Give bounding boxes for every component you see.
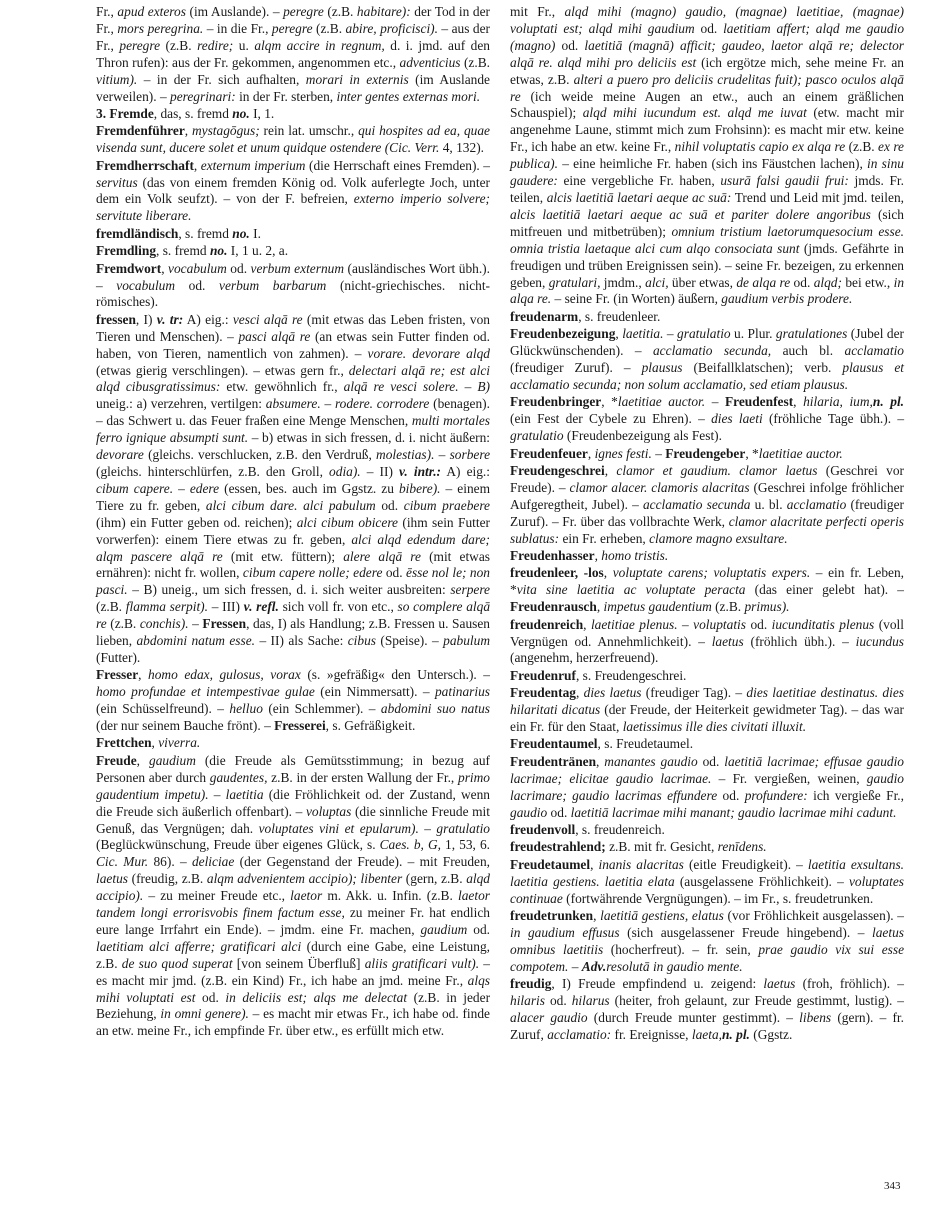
- dictionary-entry: Freudenbezeigung, laetitia. – gratulatio u. Plur. gratulationes (Jubel der Glückwünschenden). – acclamatio secunda, auch bl. acclamatio (freudiger Zuruf). – plausus (Beifallklatschen); verb. plausus et acclamatio secunda; non solum acclamatio, sed etiam plausus.: [510, 326, 904, 392]
- dictionary-entry: Freudentränen, manantes gaudio od. laetitiā lacrimae; effusae gaudio lacrimae; elicitae gaudio lacrimae. – Fr. vergießen, weinen, gaudio lacrimare; gaudio lacrimas effundere od. profundere: ich vergieße Fr., gaudio od. laetitiā lacrimae mihi manant; gaudio lacrimae mihi cadunt.: [510, 753, 904, 820]
- dictionary-entry: Freudengeschrei, clamor et gaudium. clamor laetus (Geschrei vor Freude). – clamor alacer. clamoris alacritas (Geschrei infolge fröhlicher Aufgeregtheit, Jubel). – acclamatio secunda u. bl. acclamatio (freudiger Zuruf). – Fr. über das vollbrachte Werk, clamor alacritate perfecti operis sublatus: ein Fr. erheben, clamore magno exsultare.: [510, 462, 905, 546]
- dictionary-entry: Freudenfeuer, ignes festi. – Freudengeber, *laetitiae auctor.: [510, 445, 843, 461]
- dictionary-entry: Fresser, homo edax, gulosus, vorax (s. »gefräßig« den Untersch.). – homo profundae et intempestivae gulae (ein Nimmersatt). – patinarius (ein Schüsselfreund). – helluo (ein Schlemmer). – abdomini suo natus (der nur seinem Bauche frönt). – Fresserei, s. Gefräßigkeit.: [96, 667, 491, 734]
- dictionary-entry: freudetrunken, laetitiā gestiens, elatus (vor Fröhlichkeit ausgelassen). – in gaudium effusus (sich ausgelassener Freude hingebend). – laetus omnibus laetitiis (hocherfreut). – fr. sein, prae gaudio vix sui esse compotem. – Adv.resolutā in gaudio mente.: [510, 908, 905, 974]
- dictionary-entry: Fremdenführer, mystagōgus; rein lat. umschr., qui hospites ad ea, quae visenda sunt, ducere solet et unum quidque ostendere (Cic. Verr. 4, 132).: [96, 123, 490, 156]
- dictionary-entry: Freudenbringer, *laetitiae auctor. – Freudenfest, hilaria, ium,n. pl. (ein Fest der Cybele zu Ehren). – dies laeti (fröhliche Tage übh.). – gratulatio (Freudenbezeigung als Fest).: [510, 394, 905, 444]
- dictionary-entry: freudenvoll, s. freudenreich.: [510, 822, 665, 837]
- right-column: [510, 4, 904, 1044]
- dictionary-entry: Freudenruf, s. Freudengeschrei.: [510, 667, 687, 683]
- dictionary-entry: fremdländisch, s. fremd no. I.: [96, 225, 261, 241]
- dictionary-entry: Freudentag, dies laetus (freudiger Tag). – dies laetitiae destinatus. dies hilaritati dicatus (der Freude, der Heiterkeit gewidmeter Tag). – das war ein Fr. für den Staat, laetissimus ille dies civitati illuxit.: [510, 685, 905, 735]
- left-column: [96, 4, 490, 1041]
- dictionary-entry: freudestrahlend; z.B. mit fr. Gesicht, renīdens.: [510, 839, 767, 855]
- dictionary-entry: Fremdwort, vocabulum od. verbum externum (ausländisches Wort übh.). – vocabulum od. verbum barbarum (nicht-griechisches. nicht-römisches).: [96, 260, 491, 310]
- dictionary-entry: Freude, gaudium (die Freude als Gemütsstimmung; in bezug auf Personen aber durch gaudentes, z.B. in der ersten Wallung der Fr., primo gaudentium impetu). – laetitia (die Fröhlichkeit od. der Zustand, wenn die Freude sich äußerlich offenbart). – voluptas (die sinnliche Freude mit Genuß, das Vergnügen; dah. voluptates vini et epularum). – gratulatio (Beglückwünschung, Freude über eigenes Glück, s. Caes. b, G, 1, 53, 6. Cic. Mur. 86). – deliciae (der Gegenstand der Freude). – mit Freuden, laetus (freudig, z.B. alqm advenientem accipio); libenter (gern, z.B. alqd accipio). – zu meiner Freude etc., laetor m. Akk. u. Infin. (z.B. laetor tandem longi errorisvobis finem factum esse, zu meiner Fr. hat endlich eure lange Irrfahrt ein Ende). – jmdm. eine Fr. machen, gaudium od. laetitiam alci afferre; gratificari alci (durch eine Gabe, eine Leistung, z.B. de suo quod superat [von seinem Überfluß] aliis gratificari vult). – es macht mir jmd. (z.B. ein Kind) Fr., ich habe an jmd. meine Fr., alqs mihi voluptati est od. in deliciis est; alqs me delectat (z.B. in jeder Beziehung, in omni genere). – es macht mir etwas Fr., ich habe od. finde an etw. meine Fr., ich empfinde Fr. über etw., es erfüllt mich etw.: [96, 752, 491, 1039]
- dictionary-entry: freudenreich, laetitiae plenus. – voluptatis od. iucunditatis plenus (voll Vergnügen od. Annehmlichkeit). – laetus (fröhlich übh.). – iucundus (angenehm, herzerfreuend).: [510, 616, 904, 666]
- dictionary-entry: Frettchen, viverra.: [96, 735, 201, 751]
- page-number: 343: [884, 1180, 901, 1192]
- dictionary-entry: Freudentaumel, s. Freudetaumel.: [510, 736, 694, 752]
- dictionary-entry: Fr., apud exteros (im Auslande). – peregre (z.B. habitare): der Tod in der Fr., mors peregrina. – in die Fr., peregre (z.B. abire, proficisci). – aus der Fr., peregre (z.B. redire; u. alqm accire in regnum, d. i. jmd. auf den Thron rufen): aus der Fr. gekommen, angenommen etc., adventicius (z.B. vitium). – in der Fr. sich aufhalten, morari in externis (im Auslande verweilen). – peregrinari: in der Fr. sterben, inter gentes externas mori.: [96, 4, 490, 104]
- dictionary-entry: fressen, I) v. tr: A) eig.: vesci alqā re (mit etwas das Leben fristen, von Tieren und Menschen). – pasci alqā re (an etwas sein Futter finden od. haben, von Tieren, namentlich von zahmen). – vorare. devorare alqd (etwas gierig verschlingen). – etwas gern fr., delectari alqā re; est alci alqd cibusgratissimus: etw. gewöhnlich fr., alqā re vesci solere. – B) uneig.: a) verzehren, vertilgen: absumere. – rodere. corrodere (benagen). – das Schwert u. das Feuer fraßen eine Menge Menschen, multi mortales ferro ignique absumpti sunt. – b) etwas in sich fressen, d. i. nicht äußern: devorare (gleichs. verschlucken, z.B. den Verdruß, molestias). – sorbere (gleichs. hinterschlürfen, z.B. den Groll, odia). – II) v. intr.: A) eig.: cibum capere. – edere (essen, bes. auch im Ggstz. zu bibere). – einem Tiere zu fr. geben, alci cibum dare. alci pabulum od. cibum praebere (ihm) ein Futter geben od. reichen); alci cibum obicere (ihm sein Futter vorwerfen): einem Tiere etwas zu fr. geben, alci alqd edendum dare; alqm pascere alqā re (mit etw. füttern); alere alqā re (mit etwas ernähren): nicht fr. wollen, cibum capere nolle; edere od. ēsse nol le; non pasci. – B) uneig., um sich fressen, d. i. sich weiter ausbreiten: serpere (z.B. flamma serpit). – III) v. refl. sich voll fr. von etc., so complere alqā re (z.B. conchis). – Fressen, das, I) als Handlung; z.B. Fressen u. Sausen lieben, abdomini natum esse. – II) als Sache: cibus (Speise). – pabulum (Futter).: [96, 311, 491, 665]
- dictionary-entry: Fremdling, s. fremd no. I, 1 u. 2, a.: [96, 243, 289, 259]
- dictionary-entry: 3. Fremde, das, s. fremd no. I, 1.: [96, 105, 275, 121]
- dictionary-entry: Fremdherrschaft, externum imperium (die Herrschaft eines Fremden). – servitus (das von einem fremden König od. Volk auferlegte Joch, unter dem ein Volk seufzt). – von der F. befreien, externo imperio solvere; servitute liberare.: [96, 157, 490, 224]
- dictionary-entry: mit Fr., alqd mihi (magno) gaudio, (magnae) laetitiae, (magnae) voluptati est; alqd mihi gaudium od. laetitiam affert; alqd me gaudio (magno) od. laetitiā (magnā) afficit; gaudeo, laetor alqā re; delector alqā re. alqd mihi pro deliciis est (ich ergötze mich, sehe meine Fr. an etwas, z.B. alteri a puero pro deliciis crudelitas fuit); pasco oculos alqā re (ich weide meine Augen an etw., auch an einem gräßlichen Schauspiel); alqd mihi iucundum est. alqd me iuvat (etw. macht mir angenehme Laune, stimmt mich zum Frohsinn): es macht mir etw. keine Fr., ich habe an etw. keine Fr., nihil voluptatis capio ex alqa re (z.B. ex re publica). – eine heimliche Fr. haben (sich ins Fäustchen lachen), in sinu gaudere: eine vergebliche Fr. haben, usurā falsi gaudii frui: jmds. Fr. teilen, alcis laetitiā laetari aeque ac suā: Trend und Leid mit jmd. teilen, alcis laetitiā laetari aeque ac suā et pariter dolere angoribus (sich mitfreuen und mitbetrüben); omnium tristium laetorumquesocium esse. omnia tristia laetaque alci cum alqo consociata sunt (jmds. Gefährte in freudigen und trüben Ereignissen sein). – seine Fr. bezeigen, zu erkennen geben, gratulari, jmdm., alci, über etwas, de alqa re od. alqd; bei etw., in alqa re. – seine Fr. (in Worten) äußern, gaudium verbis prodere.: [510, 4, 905, 307]
- dictionary-entry: freudig, I) Freude empfindend u. zeigend: laetus (froh, fröhlich). – hilaris od. hilarus (heiter, froh gelaunt, zur Freude gestimmt, lustig). – alacer gaudio (durch Freude munter gestimmt). – libens (gern). – fr. Zuruf, acclamatio: fr. Ereignisse, laeta,n. pl. (Ggstz.: [510, 976, 905, 1042]
- dictionary-entry: freudenleer, -los, voluptate carens; voluptatis expers. – ein fr. Leben, *vita sine laetitia ac voluptate peracta (das einer gelebt hat). – Freudenrausch, impetus gaudentium (z.B. primus).: [510, 565, 905, 615]
- dictionary-entry: Freudetaumel, inanis alacritas (eitle Freudigkeit). – laetitia exsultans. laetitia gestiens. laetitia elata (ausgelassene Fröhlichkeit). – voluptates continuae (fortwährende Vergnügungen). – im Fr., s. freudetrunken.: [510, 856, 905, 906]
- dictionary-entry: Freudenhasser, homo tristis.: [510, 548, 669, 563]
- dictionary-entry: freudenarm, s. freudenleer.: [510, 308, 661, 324]
